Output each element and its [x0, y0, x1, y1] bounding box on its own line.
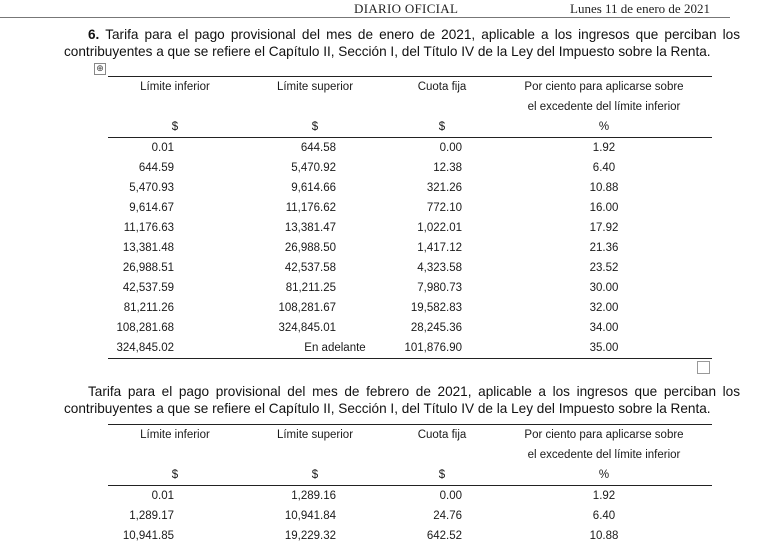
limite-inferior-cell: 108,281.68: [116, 322, 174, 334]
table-row: [108, 338, 712, 359]
table-row: [108, 198, 712, 218]
limite-inferior-cell: 10,941.85: [122, 530, 174, 542]
header-excedente: el excedente del límite inferior: [527, 449, 681, 461]
por-ciento-cell: 23.52: [589, 262, 619, 274]
unit-cell: $: [388, 117, 496, 138]
por-ciento-cell: 32.00: [589, 302, 619, 314]
cuota-fija-cell: 642.52: [426, 530, 462, 542]
por-ciento-cell: 10.88: [589, 182, 619, 194]
cuota-fija-cell: 12.38: [433, 162, 462, 174]
limite-inferior-cell: 26,988.51: [122, 262, 174, 274]
header-limite-superior: Límite superior: [242, 77, 388, 98]
limite-inferior-cell: 644.59: [138, 162, 174, 174]
limite-superior-cell: 324,845.01: [278, 322, 336, 334]
limite-superior-cell: 26,988.50: [284, 242, 336, 254]
unit-cell: $: [242, 465, 388, 486]
por-ciento-cell: 1.92: [592, 490, 616, 502]
header-excedente: el excedente del límite inferior: [527, 101, 681, 113]
table-row: [108, 258, 712, 278]
table-row: [108, 278, 712, 298]
section-febrero-text: Tarifa para el pago provisional del mes de febrero de 2021, aplicable a los ingresos que perciban los contribuyentes a que se refiere el Capítulo II, Sección I, del Título IV de la Ley del Impuesto sobre la Renta.: [64, 384, 740, 416]
cuota-fija-cell: 4,323.58: [417, 262, 462, 274]
limite-superior-cell: 19,229.32: [284, 530, 336, 542]
header-cuota-fija: Cuota fija: [388, 425, 496, 446]
por-ciento-cell: 1.92: [592, 142, 616, 154]
header-por-ciento: Por ciento para aplicarse sobre: [496, 77, 712, 98]
limite-inferior-cell: 11,176.63: [123, 222, 174, 234]
table-move-handle-icon[interactable]: ⊕: [94, 63, 106, 75]
table-row: [108, 318, 712, 338]
unit-cell: $: [108, 465, 242, 486]
por-ciento-cell: 17.92: [589, 222, 619, 234]
table-row: [108, 238, 712, 258]
table-row: [108, 178, 712, 198]
header-rule: [0, 17, 730, 18]
limite-inferior-cell: 9,614.67: [129, 202, 174, 214]
limite-superior-cell: En adelante: [242, 338, 388, 359]
por-ciento-cell: 16.00: [589, 202, 619, 214]
cuota-fija-cell: 24.76: [433, 510, 462, 522]
unit-cell: $: [388, 465, 496, 486]
unit-cell: %: [496, 465, 712, 486]
limite-inferior-cell: 0.01: [151, 142, 174, 154]
cuota-fija-cell: 28,245.36: [410, 322, 462, 334]
limite-superior-cell: 81,211.25: [285, 282, 336, 294]
table-row: [108, 486, 712, 507]
issue-date: Lunes 11 de enero de 2021: [570, 1, 710, 16]
header-cuota-fija: Cuota fija: [388, 77, 496, 98]
cuota-fija-cell: 1,417.12: [417, 242, 462, 254]
cuota-fija-cell: 101,876.90: [388, 338, 496, 359]
cuota-fija-cell: 7,980.73: [417, 282, 462, 294]
cuota-fija-cell: 19,582.83: [410, 302, 462, 314]
limite-superior-cell: 108,281.67: [278, 302, 336, 314]
header-limite-inferior: Límite inferior: [108, 77, 242, 98]
limite-superior-cell: 5,470.92: [291, 162, 336, 174]
limite-inferior-cell: 13,381.48: [122, 242, 174, 254]
cuota-fija-cell: 1,022.01: [417, 222, 462, 234]
table-row: [108, 158, 712, 178]
por-ciento-cell: 6.40: [592, 162, 616, 174]
section-6-intro: [64, 26, 740, 60]
unit-cell: $: [242, 117, 388, 138]
table-enero: [108, 76, 712, 359]
limite-superior-cell: 42,537.58: [284, 262, 336, 274]
section-febrero-intro: [64, 383, 740, 417]
table-row: [108, 526, 712, 546]
unit-cell: $: [108, 117, 242, 138]
table-row: [108, 138, 712, 159]
table-row: [108, 298, 712, 318]
limite-superior-cell: 644.58: [300, 142, 336, 154]
limite-inferior-cell: 5,470.93: [129, 182, 174, 194]
limite-inferior-cell: 0.01: [151, 490, 174, 502]
por-ciento-cell: 10.88: [589, 530, 619, 542]
limite-superior-cell: 10,941.84: [284, 510, 336, 522]
header-limite-superior: Límite superior: [242, 425, 388, 446]
unit-cell: %: [496, 117, 712, 138]
por-ciento-cell: 35.00: [496, 338, 712, 359]
table-row: [108, 218, 712, 238]
por-ciento-cell: 34.00: [589, 322, 619, 334]
cuota-fija-cell: 0.00: [439, 142, 462, 154]
section-6-text: Tarifa para el pago provisional del mes de enero de 2021, aplicable a los ingresos que perciban los contribuyentes a que se refiere el Capítulo II, Sección I, del Título IV de la Ley del Impuesto sobre la Renta.: [64, 27, 741, 59]
cuota-fija-cell: 772.10: [426, 202, 462, 214]
header-limite-inferior: Límite inferior: [108, 425, 242, 446]
limite-inferior-cell: 81,211.26: [123, 302, 174, 314]
table-resize-handle[interactable]: [697, 361, 710, 374]
por-ciento-cell: 21.36: [589, 242, 619, 254]
limite-superior-cell: 11,176.62: [285, 202, 336, 214]
table-febrero: [108, 424, 712, 546]
header-por-ciento: Por ciento para aplicarse sobre: [496, 425, 712, 446]
journal-title: DIARIO OFICIAL: [354, 1, 459, 16]
section-number: 6.: [88, 27, 100, 42]
limite-superior-cell: 1,289.16: [291, 490, 336, 502]
limite-inferior-cell: 1,289.17: [129, 510, 174, 522]
por-ciento-cell: 6.40: [592, 510, 616, 522]
limite-superior-cell: 13,381.47: [284, 222, 336, 234]
limite-inferior-cell: 324,845.02: [108, 338, 242, 359]
por-ciento-cell: 30.00: [589, 282, 619, 294]
table-row: [108, 506, 712, 526]
limite-inferior-cell: 42,537.59: [122, 282, 174, 294]
limite-superior-cell: 9,614.66: [291, 182, 336, 194]
cuota-fija-cell: 0.00: [439, 490, 462, 502]
page-header: [0, 0, 768, 20]
cuota-fija-cell: 321.26: [426, 182, 462, 194]
